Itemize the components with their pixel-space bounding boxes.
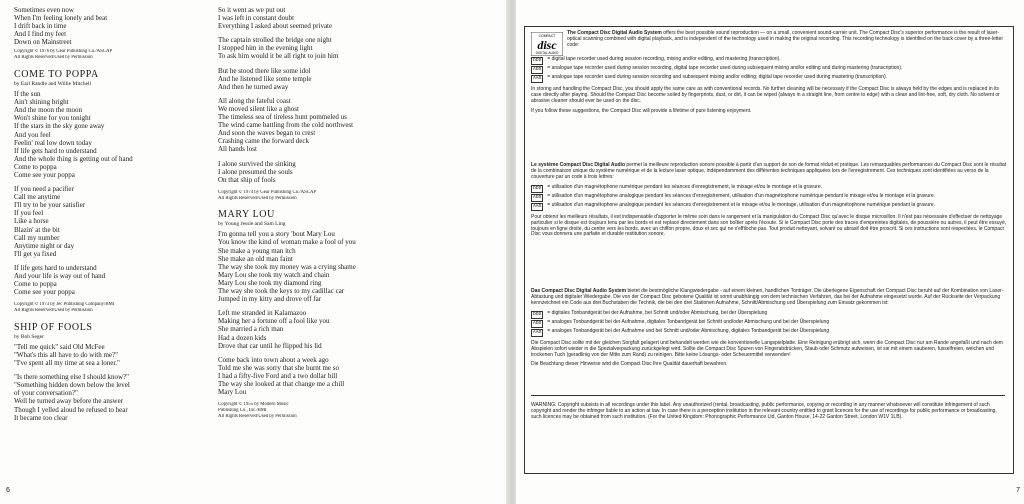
song-title: COME TO POPPA xyxy=(14,69,99,81)
copyright-line: Copyright © 1974 by Gear Publishing Co./ASCAP xyxy=(218,189,317,195)
lyric-line: You know the kind of woman make a fool of you xyxy=(218,238,356,247)
german-codes xyxy=(531,311,1007,337)
recording-code-row xyxy=(531,311,1007,319)
lyric-line: If life gets hard to understand xyxy=(14,263,97,272)
lyric-stanza xyxy=(14,90,204,179)
recording-code-row xyxy=(531,185,1007,193)
lyric-line: Left me stranded in Kalamazoo xyxy=(218,309,307,318)
lyric-line: If the stars in the sky gone away xyxy=(14,122,105,131)
recording-code-badge: DDD xyxy=(533,311,542,317)
lyric-line: And your life is way out of hand xyxy=(14,272,106,281)
lyric-line: Like a horse xyxy=(14,217,49,226)
recording-code-badge: DDD xyxy=(533,58,542,63)
copyright-notice xyxy=(14,302,204,314)
french-codes xyxy=(531,185,1007,211)
recording-code-badge: ADD xyxy=(533,67,542,72)
lyric-stanza xyxy=(218,356,418,396)
logo-sub: DIGITAL AUDIO xyxy=(535,51,559,55)
lyric-line: She make a young man itch xyxy=(218,246,296,255)
lyric-line: "What's this all have to do with me?" xyxy=(14,351,118,359)
copyright-line: Copyright © 1955 by Modern Music xyxy=(218,402,289,408)
copyright-line: All Rights Reserved/Used by Permission xyxy=(14,55,93,61)
lyric-line: All along the fateful coast xyxy=(218,96,291,105)
recording-code-badge: AAD xyxy=(533,76,542,81)
lyric-line: I drift back in time xyxy=(14,22,67,31)
german-heading: Das Compact Disc Digital Audio System xyxy=(531,288,627,294)
lyric-stanza xyxy=(218,36,418,60)
german-closing: Die Beachtung dieser Hinweise wird die Compact Disc Ihre Qualität dauerhaft bewahren. xyxy=(531,361,728,368)
recording-code-text: = analogue tape recorder used during session recording and subsequent mixing and/or editing; digital tape recorder used during mastering (transcription). xyxy=(547,74,888,80)
compact-disc-logo-icon xyxy=(531,32,563,56)
recording-code-text: = utilisation d'un magnétophone numérique pendant les séances d'enregistrement, le mixage et/ou le montage et la gravure. xyxy=(547,183,823,190)
lyric-stanza xyxy=(14,185,204,258)
english-heading: The Compact Disc Digital Audio System xyxy=(567,30,662,36)
lyric-line: If the sun xyxy=(14,90,41,99)
copyright-line: Copyright © 1976 by Gear Publishing Co./ASCAP xyxy=(14,49,113,55)
lyric-line: All hands lost xyxy=(218,145,257,154)
lyric-line: Won't shine for you tonight xyxy=(14,114,91,123)
lyric-line: The way she took the keys to my cadillac car xyxy=(218,287,345,296)
recording-code-row xyxy=(531,66,1007,74)
lyric-line: And soon the waves began to crest xyxy=(218,129,316,138)
copyright-notice xyxy=(14,49,204,61)
lyric-line: Making her a fortune off a fool like you xyxy=(218,317,330,326)
lyric-stanza xyxy=(218,6,418,30)
lyric-line: I alone presumed the souls xyxy=(218,167,293,176)
lyric-line: Come back into town about a week ago xyxy=(218,355,329,364)
lyrics-column-1 xyxy=(14,6,204,428)
lyric-line: Come to poppa xyxy=(14,280,57,289)
lyric-line: Down on Mainstreet xyxy=(14,38,72,47)
english-care: In storing and handling the Compact Disc, you should apply the same care as with conventional records. No further cleaning will be necessary if the Compact Disc is always held by the edges and is replaced in its case directly after playing. Should the Compact Disc become soiled by fingerprints, dust, or dirt, it can be wiped (always in a straight line, from centre to edge) with a clean and lint-free, soft, dry cloth. No solvent or abrasive cleaner should ever be used on the disc. xyxy=(531,86,1000,104)
page-number-right: 7 xyxy=(1016,487,1020,494)
lyric-line: The way she looked at that change me a chill xyxy=(218,379,345,388)
lyric-line: Had a dozen kids xyxy=(218,333,267,342)
copyright-line: Publishing Co., Inc./BMI xyxy=(218,407,267,413)
song-title: MARY LOU xyxy=(218,209,275,221)
lyric-line: Anytime night or day xyxy=(14,241,75,250)
lyric-line: The wind came battling from the cold northwest xyxy=(218,121,354,130)
recording-code-row xyxy=(531,203,1007,211)
lyric-line: Come to poppa xyxy=(14,162,57,171)
lyrics-column-2 xyxy=(218,6,418,425)
french-intro xyxy=(531,163,1007,181)
german-care: Die Compact Disc sollte mit der gleichen Sorgfalt gelagert und behandelt werden wie die konventionelle Langspielplatte. Eine Reinigung erübrigt sich, wenn die Compact Disc nur am Rande angefaßt und nach dem Abspielen sofort wieder in die Spezialverpackung zurückgelegt wird. Sollte die Compact Disc Spuren von Fingerabdrücken, Staub oder Schmutz aufweisen, ist sie mit einem sauberen, fusselfreien, weichen und trockenen Tuch (geradlinig von der Mitte zum Rand) zu reinigen. Bitte keine Lösungs- oder Scheuermittel verwenden! xyxy=(531,339,1003,358)
lyric-line: If life gets hard to understand xyxy=(14,146,97,155)
recording-code-text: = analoges Tonbandgerät bei der Aufnahme, digitales Tonbandgerät bei Schnitt und/oder Abmischung und bei der Überspielung xyxy=(547,318,830,325)
lyric-line: Well he turned away before the answer xyxy=(14,397,124,406)
lyric-line: So it went as we put out xyxy=(218,6,286,14)
lyric-line: I stopped him in the evening light xyxy=(218,44,313,53)
lyric-stanza xyxy=(14,6,204,46)
lyric-line: Come see your poppa xyxy=(14,171,75,179)
lyric-stanza xyxy=(218,230,418,303)
lyric-line: If you feel xyxy=(14,209,44,218)
compact-disc-logo xyxy=(531,32,563,56)
french-heading: Le système Compact Disc Digital Audio xyxy=(531,162,626,168)
lyric-line: I was left in constant doubt xyxy=(218,14,295,23)
copyright-line: All Rights Reserved/Used by Permission xyxy=(218,413,297,419)
lyric-line: "Is there something else I should know?" xyxy=(14,373,129,382)
english-section xyxy=(531,31,1007,119)
left-page xyxy=(0,0,508,504)
english-intro-text: offers the best possible sound reproduction — on a small, convenient sound-carrier unit. The Compact Disc's superior performance is the result of laser-optical scanning combined with digital playback, and is independent of the technology used in making the original recording. This recording technology is identified on the back cover by a three-letter code: xyxy=(567,30,1004,48)
lyric-line: Everything I asked about seemed private xyxy=(218,22,333,31)
french-intro-text: permet la meilleure reproduction sonore possible à partir d'un support de son de format réduit et pratique. Les remarquables performances du Compact Disc sont le résultat de la combinaison unique du système numérique et de la lecture laser optique, indépendamment des différentes techniques appliquées lors de l'enregistrement. Ces techniques sont identifiées au verso de la couverture par un code à trois lettres: xyxy=(531,162,1007,180)
german-intro xyxy=(531,289,1007,307)
lyric-line: It became too clear xyxy=(14,413,68,422)
lyric-line: Blazin' at the bit xyxy=(14,225,60,234)
recording-code-text: = digital tape recorder used during session recording, mixing and/or editing, and mastering (transcription). xyxy=(547,56,781,62)
lyric-line: I'll get ya fixed xyxy=(14,249,57,258)
english-intro xyxy=(531,31,1007,49)
lyric-line: She married a rich man xyxy=(218,325,284,334)
recording-code-row xyxy=(531,57,1007,65)
logo-caption: COMPACT xyxy=(538,34,556,38)
lyric-line: The captain strolled the bridge one night xyxy=(218,36,332,45)
lyric-line: And then he turned away xyxy=(218,82,289,91)
recording-code-text: = analogue tape recorder used during session recording, digital tape recorder used during subsequent mixing and/or editing and during mastering (transcription). xyxy=(547,65,903,71)
lyric-line: If you need a pacifier xyxy=(14,185,74,194)
lyric-line: I alone survived the sinking xyxy=(218,159,296,168)
recording-code-badge: DDD xyxy=(533,185,542,191)
recording-code-row xyxy=(531,75,1007,83)
lyric-line: She make an old man faint xyxy=(218,254,293,263)
lyric-line: Feelin' real low down today xyxy=(14,138,92,147)
lyric-stanza xyxy=(218,160,418,184)
recording-code-row xyxy=(531,194,1007,202)
lyric-line: Mary Lou she took my diamond ring xyxy=(218,278,322,287)
recording-code-badge: ADD xyxy=(533,320,542,326)
lyric-line: "Something hidden down below the level xyxy=(14,381,130,390)
german-intro-text: bietet die bestmögliche Klangwiedergabe - auf einem kleinen, handlichen Tonträger. Die überlegene Eigenschaft der Compact Disc beruht auf der Kombination von Laser-Abtastung und digitaler Wiedergabe. Die von der Compact Disc gebotene Qualität ist somit unabhängig von dem technischen Verfahren, das bei der Aufnahme eingesetzt wurde. Auf der Rückseite der Verpackung kennzeichnet ein Code aus drei Buchstaben die Technik, die bei den drei Stationen Aufnahme, Schnitt/Abmischung und Überspielung zum Einsatz gekommen ist: xyxy=(531,288,1004,306)
cd-info-frame xyxy=(524,26,1014,474)
french-care: Pour obtenir les meilleurs résultats, il est indispensable d'apporter le même soin dans le rangement et la manipulation du Compact Disc qu'avec le disque microsillon. Il n'est pas nécessaire d'effectuer de nettoyage particulier si le disque est toujours tenu par les bords et est replacé directement dans son boîtier après l'écoute. Si le Compact Disc porte des traces d'empreintes digitales, de poussière ou autres, il peut être essuyé, toujours en ligne droite, du centre vers les bords, avec un chiffon propre, doux et sec qui ne s'effiloche pas. Tout produit nettoyant, solvant ou abrasif doit être proscrit. Si ces instructions sont respectées, le Compact Disc vous donnera une parfaite et durable restitution sonore. xyxy=(531,213,1007,238)
copyright-notice xyxy=(218,190,418,202)
song-byline: by Young Jessie and Sam Ling xyxy=(218,221,286,228)
logo-text: disc xyxy=(537,38,557,52)
lyric-line: And the whole thing is getting out of hand xyxy=(14,154,133,163)
lyric-line: Ain't shining bright xyxy=(14,98,69,107)
right-page xyxy=(516,0,1024,504)
lyric-line: Sometimes even now xyxy=(14,6,74,14)
lyric-line: I had a fifty-five Ford and a two dollar bill xyxy=(218,371,338,380)
lyric-line: "Tell me quick" said Old McFee xyxy=(14,342,105,351)
lyric-line: When I'm feeling lonely and beat xyxy=(14,14,108,23)
recording-code-text: = digitales Tonbandgerät bei der Aufnahme, bei Schnitt und/oder Abmischung, bei der Überspielung xyxy=(547,309,768,316)
recording-code-text: = utilisation d'un magnétophone analogique pendant les séances d'enregistrement et le mixage et/ou le montage, utilisation d'un magnétophone numérique pendant la gravure. xyxy=(547,201,935,208)
song-title: SHIP OF FOOLS xyxy=(14,321,93,333)
copyright-warning: WARNING: Copyright subsists in all recordings under this label. Any unauthorized (rental, broadcasting, public performance, copying or recording in any manner whatsoever will constitute infringement of such copyright and render the infringer liable to an action at law. In case there is a perception institution in the relevant country entitled to grant licences for the use of recordings for public performance or broadcasting, such licences may be obtained from such institution. (For the United Kingdom: Phonographic Performance Ltd, Ganton House, 14-22 Ganton Street, London W1V 1LB). xyxy=(531,395,1005,420)
lyric-line: Told me she was sorry that she burnt me so xyxy=(218,363,340,372)
lyric-line: And the moon the moon xyxy=(14,106,83,115)
lyric-line: Call my number xyxy=(14,233,60,242)
lyric-line: On that ship of fools xyxy=(218,175,276,184)
lyric-stanza xyxy=(218,97,418,154)
song-byline: by Bob Seger xyxy=(14,333,44,340)
copyright-line: All Rights Reserved/Used by Permission xyxy=(14,308,93,314)
lyric-line: The timeless sea of tireless hunt pommeled us xyxy=(218,113,347,122)
lyric-line: The way she took my money was a crying shame xyxy=(218,262,356,271)
recording-code-row xyxy=(531,320,1007,328)
lyric-stanza xyxy=(218,67,418,91)
lyric-line: To ask him would it be all right to join him xyxy=(218,52,339,61)
lyric-line: of your conversation?" xyxy=(14,389,78,398)
lyric-stanza xyxy=(14,264,204,296)
english-closing: If you follow these suggestions, the Compact Disc will provide a lifetime of pure listening enjoyment. xyxy=(531,107,752,114)
recording-code-text: = analoges Tonbandgerät bei der Aufnahme und bei Schnitt und/oder Abmischung, digitales Tonbandgerät bei der Überspielung xyxy=(547,327,830,334)
lyric-line: And I find my feet xyxy=(14,30,67,39)
lyric-line: We moved silent like a ghost xyxy=(218,104,299,113)
english-codes xyxy=(531,57,1007,83)
lyric-stanza xyxy=(218,309,418,349)
lyric-line: Jumped in my kitty and drove off far xyxy=(218,295,322,304)
recording-code-text: = utilisation d'un magnétophone analogique pendant les séances d'enregistrement, utilisation d'un magnétophone numérique pendant le mixage et/ou le montage et la gravure. xyxy=(547,192,935,199)
lyric-stanza xyxy=(14,373,204,422)
lyric-line: Drove that car until he flipped his lid xyxy=(218,341,322,350)
song-byline: by Earl Randle and Willie Mitchell xyxy=(14,81,92,88)
copyright-line: Copyright © 1973 by Jec Publishing Company/BMI xyxy=(14,302,115,308)
lyric-stanza xyxy=(14,343,204,367)
lyric-line: Mary Lou she took my watch and chain xyxy=(218,270,330,279)
french-section xyxy=(531,163,1007,242)
copyright-notice xyxy=(218,402,418,419)
lyric-line: Though I yelled aloud he refused to hear xyxy=(14,405,128,414)
lyric-line: But he stood there like some idol xyxy=(218,66,311,75)
lyric-line: And he listened like some temple xyxy=(218,74,312,83)
copyright-line: All Rights Reserved/Used by Permission xyxy=(218,195,297,201)
german-section xyxy=(531,289,1007,372)
recording-code-badge: AAD xyxy=(533,203,542,209)
recording-code-badge: ADD xyxy=(533,194,542,200)
lyric-line: "I've spent all my time at sea a loner." xyxy=(14,359,120,368)
recording-code-row xyxy=(531,329,1007,337)
lyric-line: Crashing came the forward deck xyxy=(218,137,309,146)
page-number-left: 6 xyxy=(6,487,10,494)
lyric-line: I'll try to be your satisfier xyxy=(14,201,86,210)
lyric-line: And you feel xyxy=(14,130,51,139)
lyric-line: I'm gonna tell you a story 'bout Mary Lou xyxy=(218,230,335,239)
recording-code-badge: AAD xyxy=(533,329,542,335)
lyric-line: Come see your poppa xyxy=(14,288,75,297)
lyric-line: Call me anytime xyxy=(14,193,61,202)
lyric-line: Mary Lou xyxy=(218,388,247,397)
